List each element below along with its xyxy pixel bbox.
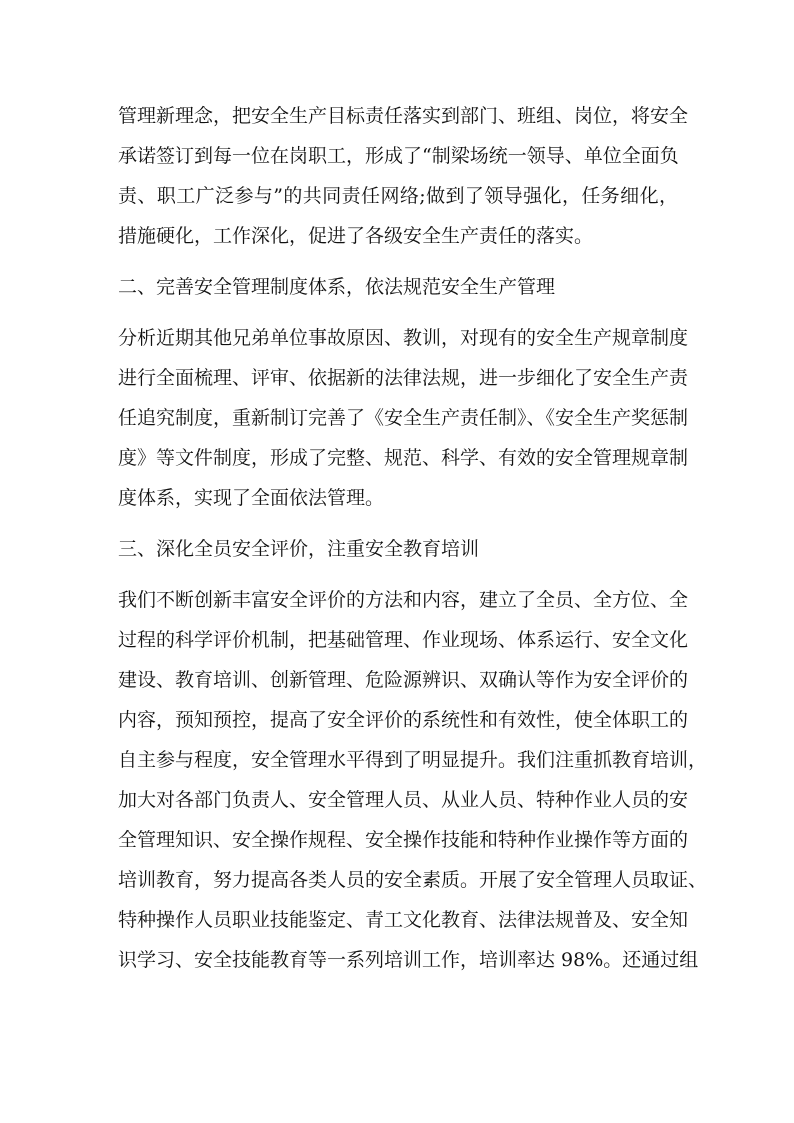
- text-line: 分析近期其他兄弟单位事故原因、教训，对现有的安全生产规章制度: [118, 327, 689, 349]
- section-heading-2: [118, 267, 678, 307]
- paragraph-responsibility-network: [118, 96, 689, 256]
- text-line: 度体系，实现了全面依法管理。: [118, 487, 385, 509]
- text-line: 全管理知识、安全操作规程、安全操作技能和特种作业操作等方面的: [118, 829, 689, 851]
- heading-text: 二、完善安全管理制度体系，依法规范安全生产管理: [118, 276, 556, 298]
- text-line: 内容，预知预控，提高了安全评价的系统性和有效性，使全体职工的: [118, 709, 689, 731]
- text-line: 我们不断创新丰富安全评价的方法和内容，建立了全员、全方位、全: [118, 589, 689, 611]
- paragraph-safety-evaluation: [118, 580, 708, 980]
- text-line: 管理新理念，把安全生产目标责任落实到部门、班组、岗位，将安全: [118, 105, 689, 127]
- text-line: 度》等文件制度，形成了完整、规范、科学、有效的安全管理规章制: [118, 447, 689, 469]
- text-line: 建设、教育培训、创新管理、危险源辨识、双确认等作为安全评价的: [118, 669, 689, 691]
- text-line: 识学习、安全技能教育等一系列培训工作，培训率达 98%。还通过组: [118, 949, 699, 971]
- text-line: 责、职工广泛参与”的共同责任网络;做到了领导强化，任务细化，: [118, 185, 678, 207]
- text-line: 特种操作人员职业技能鉴定、青工文化教育、法律法规普及、安全知: [118, 909, 689, 931]
- heading-text: 三、深化全员安全评价，注重安全教育培训: [118, 538, 480, 560]
- text-line: 培训教育，努力提高各类人员的安全素质。开展了安全管理人员取证、: [118, 869, 708, 891]
- text-line: 任追究制度，重新制订完善了《安全生产责任制》、《安全生产奖惩制: [118, 407, 689, 429]
- text-line: 承诺签订到每一位在岗职工，形成了“制梁场统一领导、单位全面负: [118, 145, 679, 167]
- text-line: 过程的科学评价机制，把基础管理、作业现场、体系运行、安全文化: [118, 629, 689, 651]
- paragraph-regulations: [118, 318, 689, 518]
- text-line: 措施硬化，工作深化，促进了各级安全生产责任的落实。: [118, 225, 594, 247]
- document-body: [118, 96, 708, 991]
- text-line: 加大对各部门负责人、安全管理人员、从业人员、特种作业人员的安: [118, 789, 689, 811]
- section-heading-3: [118, 529, 678, 569]
- text-line: 进行全面梳理、评审、依据新的法律法规，进一步细化了安全生产责: [118, 367, 689, 389]
- text-line: 自主参与程度，安全管理水平得到了明显提升。我们注重抓教育培训，: [118, 749, 708, 771]
